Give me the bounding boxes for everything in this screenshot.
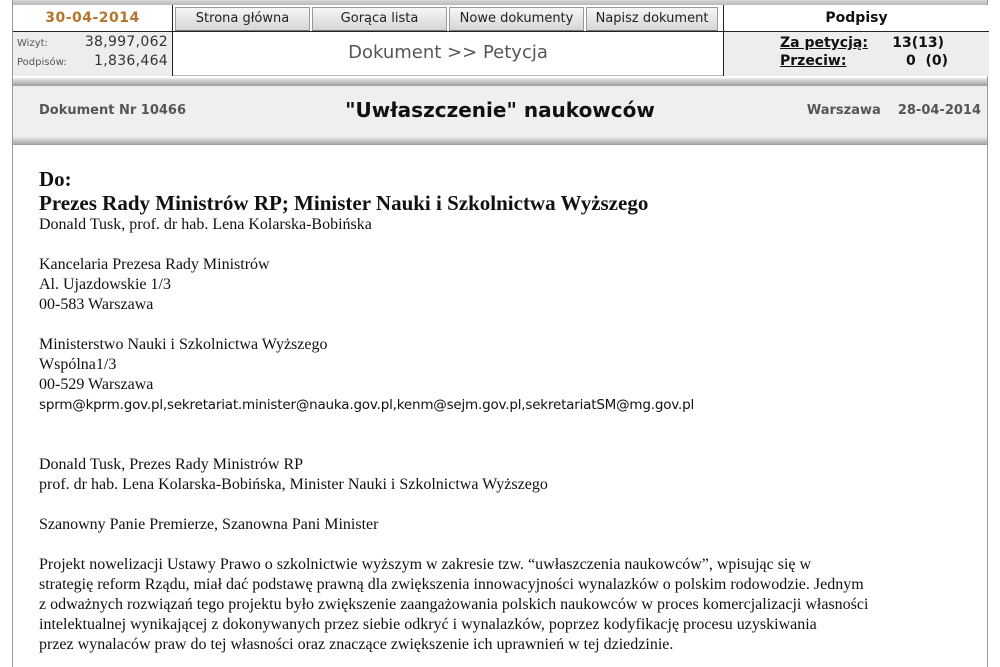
document-number: Dokument Nr 10466 (39, 103, 187, 118)
divider-bar (13, 137, 987, 145)
signatures-counts (724, 32, 989, 76)
divider-bar (13, 78, 987, 86)
address-line: Ministerstwo Nauki i Szkolnictwa Wyższego (39, 336, 328, 353)
signatures-against-count: 0 (0) (906, 53, 949, 69)
paragraph-line: Projekt nowelizacji Ustawy Prawo o szkolnictwie wyższym w zakresie tzw. “uwłaszczenia naukowców”, wpisując się w (39, 556, 812, 573)
site-header (13, 5, 987, 76)
stat-label: Podpisów: (17, 57, 67, 68)
nav-new-documents-button[interactable]: Nowe dokumenty (449, 7, 584, 31)
header-left-panel (13, 5, 173, 76)
recipients-names: Donald Tusk, prof. dr hab. Lena Kolarska-Bobińska (39, 216, 372, 233)
address-line: 00-583 Warszawa (39, 296, 154, 313)
recipients-heading: Prezes Rady Ministrów RP; Minister Nauki i Szkolnictwa Wyższego (39, 191, 649, 215)
address-line: Al. Ujazdowskie 1/3 (39, 276, 171, 293)
document-place-date: Warszawa 28-04-2014 (806, 103, 981, 118)
nav-write-document-button[interactable]: Napisz dokument (586, 7, 718, 31)
address-line: 00-529 Warszawa (39, 376, 154, 393)
addressee-line: Donald Tusk, Prezes Rady Ministrów RP (39, 456, 304, 473)
main-nav (173, 5, 723, 32)
breadcrumb: Dokument >> Petycja (173, 32, 723, 76)
paragraph-line: intelektualnej wynikającej z dokonywanych przez siebie odkryć i wynalazków, poprzez kodyfikację procesu uzyskiwania (39, 616, 817, 633)
signatures-for-link[interactable]: Za petycją: (780, 35, 868, 51)
stat-signatures (17, 53, 168, 72)
address-line: Kancelaria Prezesa Rady Ministrów (39, 256, 270, 273)
document-title-bar (13, 86, 987, 137)
paragraph-line: strategię reform Rządu, miał dać podstawę prawną dla zwiększenia innowacyjności wynalazków o polskim rodowodzie. Jednym (39, 576, 864, 593)
letter-paragraph (39, 555, 959, 655)
page-frame (12, 0, 988, 667)
signatures-against-row (780, 53, 989, 71)
signatures-panel (724, 5, 989, 76)
letter-body (39, 167, 979, 655)
stat-label: Wizyt: (17, 38, 48, 49)
salutation: Szanowny Panie Premierze, Szanowna Pani Minister (39, 516, 379, 533)
address-line: Wspólna1/3 (39, 356, 117, 373)
document-title: "Uwłaszczenie" naukowców (345, 98, 655, 122)
paragraph-line: z odważnych rozwiązań tego projektu było zwiększenie zaangażowania polskich naukowców w proces komercjalizacji własności (39, 596, 869, 613)
signatures-against-link[interactable]: Przeciw: (780, 53, 847, 69)
stat-visits (17, 34, 168, 53)
nav-home-button[interactable]: Strona główna (175, 7, 310, 31)
header-middle-panel (173, 5, 724, 76)
paragraph-line: przez wynalaców praw do tej własności oraz znaczące zwiększenie ich uprawnień w tej dziedzinie. (39, 636, 674, 653)
addressee-line: prof. dr hab. Lena Kolarska-Bobińska, Minister Nauki i Szkolnictwa Wyższego (39, 476, 548, 493)
nav-hot-list-button[interactable]: Gorąca lista (312, 7, 447, 31)
signatures-for-row (780, 35, 989, 53)
recipient-emails: sprm@kprm.gov.pl,sekretariat.minister@nauka.gov.pl,kenm@sejm.gov.pl,sekretariatSM@mg.gov.pl (39, 397, 695, 413)
stat-value: 1,836,464 (94, 53, 168, 69)
site-stats (13, 32, 172, 76)
stat-value: 38,997,062 (84, 34, 168, 50)
signatures-for-count: 13(13) (892, 35, 944, 51)
to-label: Do: (39, 167, 72, 191)
current-date: 30-04-2014 (13, 5, 172, 32)
signatures-title: Podpisy (724, 5, 989, 32)
